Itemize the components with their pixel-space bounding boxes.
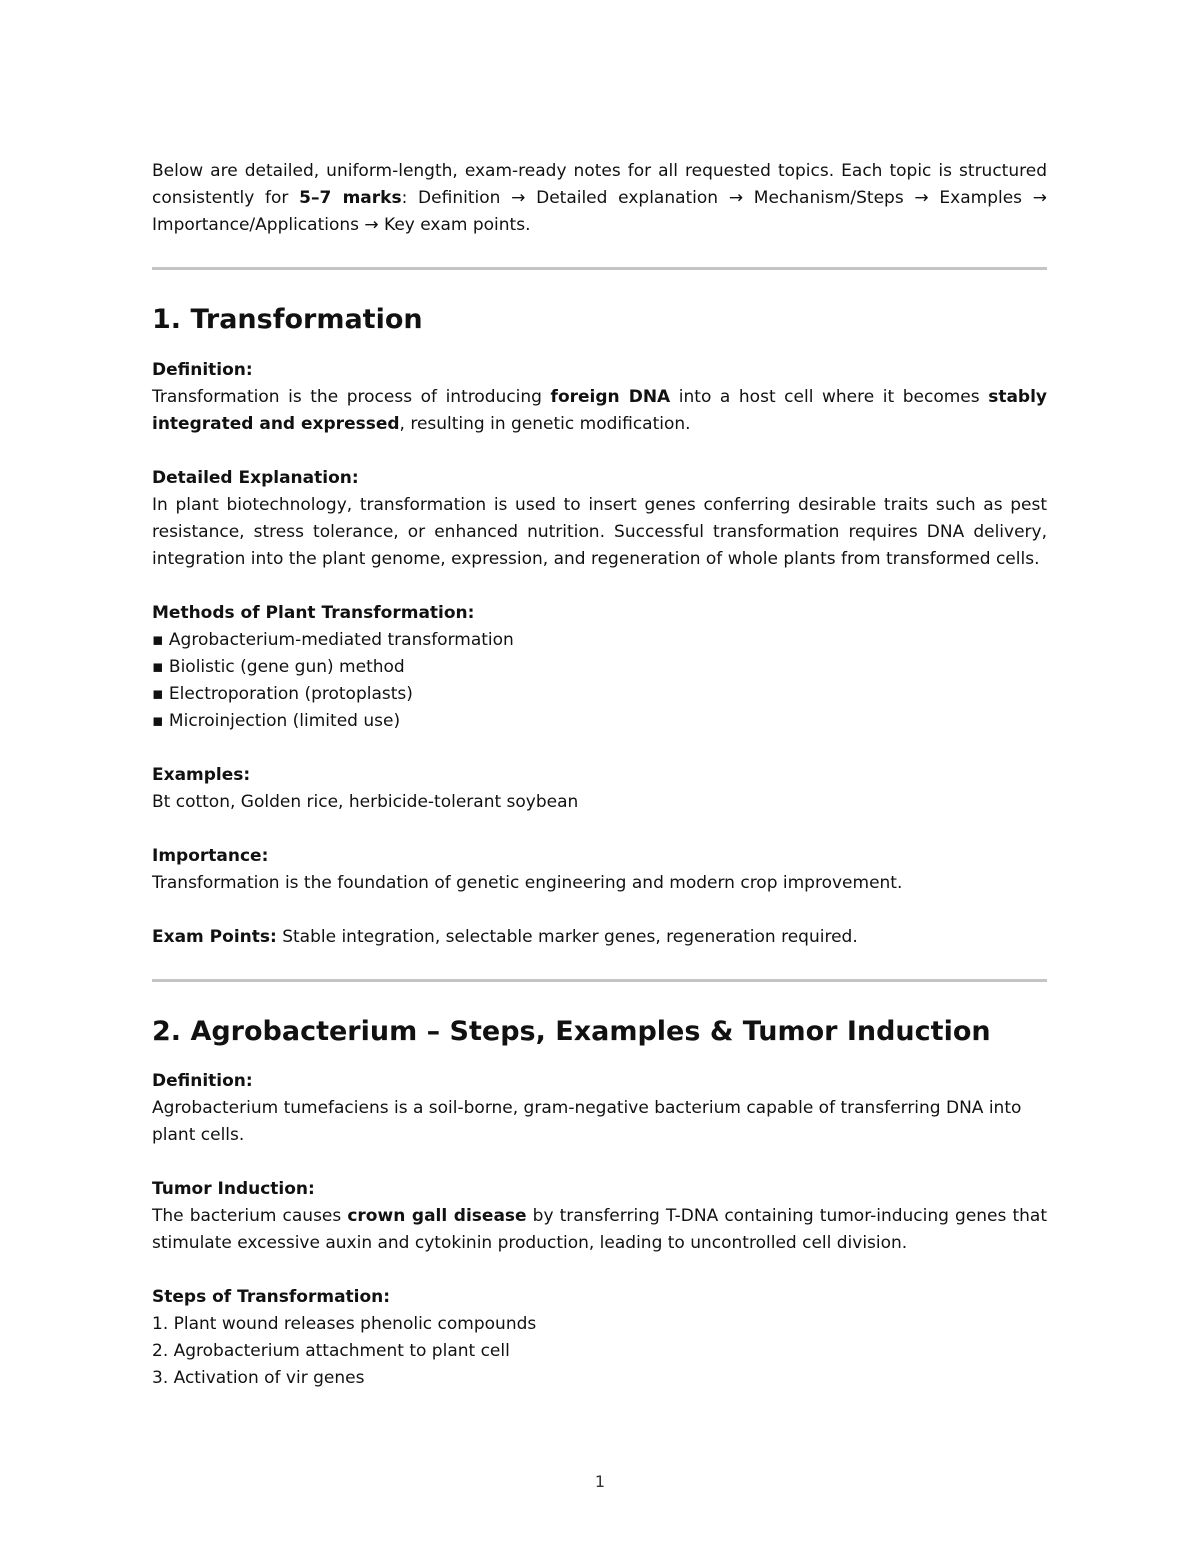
section-divider [152,979,1047,982]
section1-methods [152,600,1047,735]
explanation-label: Detailed Explanation: [152,468,359,488]
definition-label: Definition: [152,360,253,380]
page-number: 1 [594,1472,606,1491]
definition-text: Agrobacterium tumefaciens is a soil-borne, gram-negative bacterium capable of transferring DNA into plant cells. [152,1098,1022,1145]
list-item: 2. Agrobacterium attachment to plant cell [152,1341,510,1361]
definition-text-a: Transformation is the process of introducing [152,387,551,407]
list-item: 3. Activation of vir genes [152,1368,365,1388]
document-page [152,158,1047,1419]
section1-heading: 1. Transformation [152,304,423,335]
examples-label: Examples: [152,765,251,785]
definition-text [152,384,1047,438]
tumor-crown-gall: crown gall disease [347,1206,527,1226]
exam-points-label: Exam Points: [152,927,277,947]
tumor-text-a: The bacterium causes [152,1206,348,1226]
definition-foreign-dna: foreign DNA [550,387,671,407]
intro-marks: 5–7 marks [299,188,402,208]
exam-points-text: Stable integration, selectable marker genes, regeneration required. [276,927,858,947]
list-item: ▪ Electroporation (protoplasts) [152,684,413,704]
list-item: ▪ Agrobacterium-mediated transformation [152,630,514,650]
section1-explanation [152,465,1047,573]
tumor-label: Tumor Induction: [152,1179,315,1199]
importance-label: Importance: [152,846,269,866]
methods-list [152,627,1047,735]
intro-paragraph [152,158,1047,239]
section1-definition [152,357,1047,438]
section1-examples [152,762,1047,816]
intro-text-a: Below are detailed, uniform-length, exam-ready notes for all requested topics. Each topic is structured consistently for [152,161,1047,208]
tumor-text-c: by transferring T-DNA containing tumor-inducing genes that stimulate excessive auxin and cytokinin production, leading to uncontrolled cell division. [152,1206,1047,1253]
definition-label: Definition: [152,1071,253,1091]
exam-points [152,924,1047,951]
steps-list [152,1311,1047,1392]
section2-definition [152,1068,1047,1149]
section2-steps [152,1284,1047,1392]
list-item: ▪ Biolistic (gene gun) method [152,657,405,677]
section2-tumor-induction [152,1176,1047,1257]
definition-stably-integrated: stably integrated and expressed [152,387,1047,434]
examples-text: Bt cotton, Golden rice, herbicide-tolerant soybean [152,792,579,812]
section2-heading: 2. Agrobacterium – Steps, Examples & Tumor Induction [152,1016,991,1047]
methods-label: Methods of Plant Transformation: [152,603,475,623]
importance-text: Transformation is the foundation of genetic engineering and modern crop improvement. [152,873,903,893]
section1-importance [152,843,1047,897]
definition-text-e: , resulting in genetic modification. [399,414,691,434]
list-item: ▪ Microinjection (limited use) [152,711,401,731]
list-item: 1. Plant wound releases phenolic compounds [152,1314,537,1334]
explanation-text: In plant biotechnology, transformation is used to insert genes conferring desirable traits such as pest resistance, stress tolerance, or enhanced nutrition. Successful transformation requires DNA delivery, integration into the plant genome, expression, and regeneration of whole plants from transformed cells. [152,495,1047,569]
intro-text-b: : Definition → Detailed explanation → Mechanism/Steps → Examples → Importance/Applications → Key exam points. [152,188,1048,235]
section-divider [152,267,1047,270]
definition-text-c: into a host cell where it becomes [670,387,989,407]
tumor-text [152,1203,1047,1257]
steps-label: Steps of Transformation: [152,1287,391,1307]
